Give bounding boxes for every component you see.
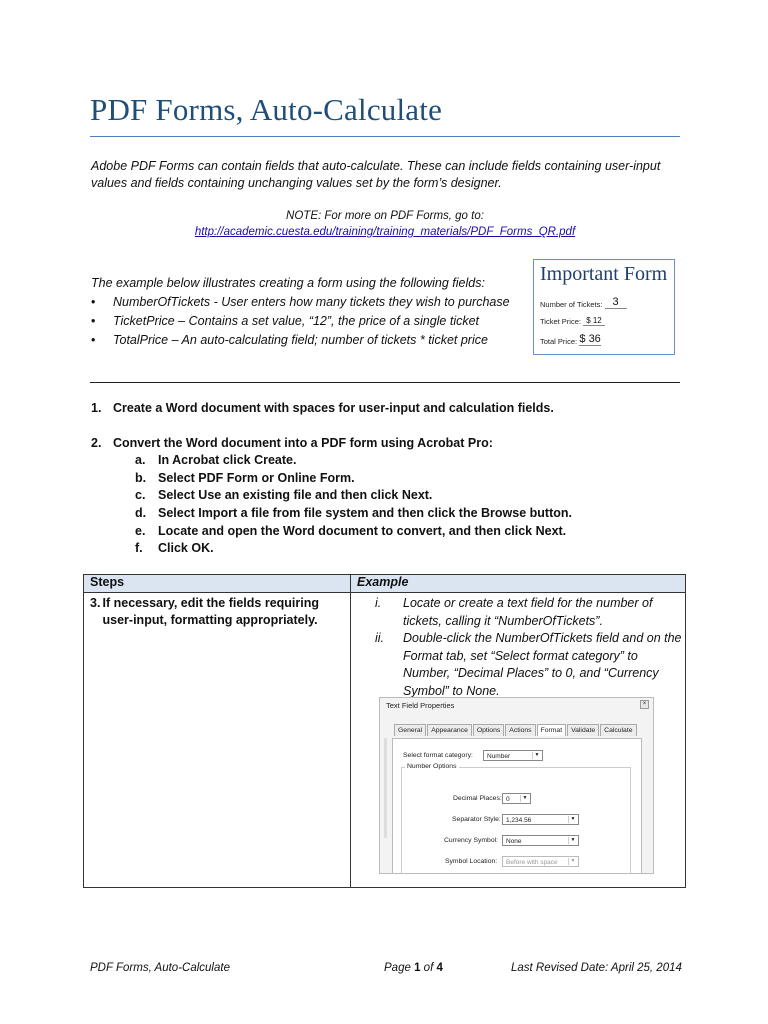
- symbol-location-select: Before with space ▼: [502, 856, 579, 867]
- table-header-row: [84, 575, 686, 593]
- dialog-tabs: [394, 724, 638, 736]
- footer-revised-date: Last Revised Date: April 25, 2014: [511, 962, 682, 974]
- substep-item: b. Select PDF Form or Online Form.: [135, 470, 355, 485]
- sample-form-title: Important Form: [540, 263, 668, 285]
- header-example: Example: [351, 575, 686, 593]
- section-divider: [90, 382, 680, 383]
- step-item: 1. Create a Word document with spaces for user-input and calculation fields.: [91, 401, 554, 415]
- step-item: 2. Convert the Word document into a PDF form using Acrobat Pro:: [91, 435, 493, 450]
- bullet-item: • NumberOfTickets - User enters how many tickets they wish to purchase: [91, 295, 510, 309]
- format-panel: [392, 738, 642, 874]
- intro-paragraph: Adobe PDF Forms can contain fields that auto-calculate. These can include fields containing user-input values and fields containing unchanging values set by the form’s designer.: [91, 159, 661, 190]
- tab-format[interactable]: Format: [537, 724, 567, 736]
- chevron-down-icon: ▼: [568, 816, 577, 823]
- dialog-edge: [384, 738, 387, 838]
- note-label: NOTE: For more on PDF Forms, go to:: [286, 210, 484, 222]
- separator-style-label: Separator Style:: [452, 816, 501, 823]
- substep-item: a. In Acrobat click Create.: [135, 453, 297, 468]
- bullet-item: • TicketPrice – Contains a set value, “12”, the price of a single ticket: [91, 314, 480, 328]
- chevron-down-icon: ▼: [568, 858, 577, 865]
- page-title: PDF Forms, Auto-Calculate: [90, 92, 443, 127]
- sample-row-total-price: Total Price: $ 36: [540, 333, 601, 346]
- footer-page-number: Page 1 of 4: [384, 962, 443, 974]
- tab-appearance[interactable]: Appearance: [427, 724, 472, 736]
- format-category-select[interactable]: Number ▼: [483, 750, 543, 761]
- tab-general[interactable]: General: [394, 724, 426, 736]
- substep-item: e. Locate and open the Word document to convert, and then click Next.: [135, 523, 567, 538]
- number-options-label: Number Options: [407, 763, 457, 770]
- sample-row-ticket-price: Ticket Price: $ 12: [540, 316, 605, 326]
- substep-item: f. Click OK.: [135, 541, 214, 556]
- bullet-item: • TotalPrice – An auto-calculating field; number of tickets * ticket price: [91, 333, 488, 347]
- currency-symbol-label: Currency Symbol:: [444, 837, 499, 844]
- note-link[interactable]: http://academic.cuesta.edu/training/training_materials/PDF_Forms_QR.pdf: [194, 226, 576, 238]
- decimal-places-select[interactable]: 0 ▼: [502, 793, 531, 804]
- tab-actions[interactable]: Actions: [505, 724, 535, 736]
- sample-row-tickets: Number of Tickets: 3: [540, 296, 627, 309]
- currency-symbol-select[interactable]: None ▼: [502, 835, 579, 846]
- example-item: ii. Double-click the NumberOfTickets field and on the Format tab, set “Select format category” to Number, “Decimal Places” to 0, and “Currency Symbol” to None.: [375, 631, 682, 698]
- note-block: [90, 208, 680, 240]
- sample-form-image: [533, 259, 675, 355]
- chevron-down-icon: ▼: [568, 837, 577, 844]
- title-divider: [90, 136, 680, 137]
- tab-options[interactable]: Options: [473, 724, 504, 736]
- footer-title: PDF Forms, Auto-Calculate: [90, 962, 230, 974]
- decimal-places-label: Decimal Places:: [453, 795, 502, 802]
- field-bullet-list: [91, 293, 510, 350]
- substep-item: c. Select Use an existing file and then click Next.: [135, 488, 433, 503]
- tab-validate[interactable]: Validate: [567, 724, 599, 736]
- chevron-down-icon: ▼: [532, 752, 541, 759]
- header-steps: Steps: [84, 575, 351, 593]
- example-intro: The example below illustrates creating a form using the following fields:: [91, 276, 485, 290]
- tab-calculate[interactable]: Calculate: [600, 724, 636, 736]
- separator-style-select[interactable]: 1,234.56 ▼: [502, 814, 579, 825]
- close-icon[interactable]: ×: [640, 700, 649, 709]
- chevron-down-icon: ▼: [520, 795, 529, 802]
- format-category-label: Select format category:: [403, 752, 473, 759]
- symbol-location-label: Symbol Location:: [445, 858, 498, 865]
- text-field-properties-dialog: [379, 697, 654, 874]
- substep-item: d. Select Import a file from file system and then click the Browse button.: [135, 505, 572, 520]
- example-item: i. Locate or create a text field for the number of tickets, calling it “NumberOfTickets”.: [375, 596, 653, 628]
- dialog-title: Text Field Properties: [386, 701, 455, 710]
- step-cell: 3. If necessary, edit the fields requiring user-input, formatting appropriately.: [84, 593, 351, 888]
- step-list: [91, 400, 572, 558]
